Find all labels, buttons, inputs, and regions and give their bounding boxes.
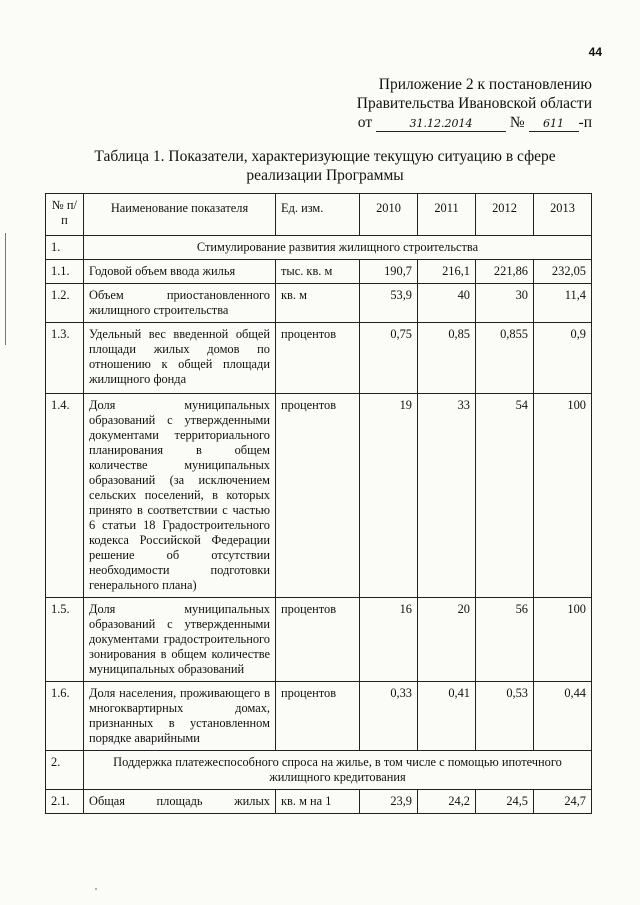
scan-speck [95, 888, 97, 890]
row-name: Объем приостановленного жилищного строительства [84, 284, 276, 323]
row-value-2010: 190,7 [360, 260, 418, 284]
table-row [46, 598, 592, 682]
margin-line [5, 233, 6, 345]
row-value-2011: 24,2 [418, 790, 476, 814]
row-value-2012: 30 [476, 284, 534, 323]
row-value-2013: 100 [534, 394, 592, 598]
row-no: 1.1. [46, 260, 84, 284]
row-value-2011: 0,85 [418, 323, 476, 394]
row-value-2010: 23,9 [360, 790, 418, 814]
row-value-2010: 0,33 [360, 682, 418, 751]
indicators-table [45, 193, 592, 814]
table-row [46, 323, 592, 394]
section-1-no: 1. [46, 236, 84, 260]
row-name: Доля населения, проживающего в многоквартирных домах, признанных в установленном порядке аварийными [84, 682, 276, 751]
row-unit: тыс. кв. м [276, 260, 360, 284]
section-row-2 [46, 751, 592, 790]
row-value-2012: 54 [476, 394, 534, 598]
row-value-2013: 232,05 [534, 260, 592, 284]
row-unit: процентов [276, 323, 360, 394]
appendix-line-2: Правительства Ивановской области [356, 95, 592, 112]
header-name: Наименование показателя [84, 194, 276, 236]
handwritten-number: 611 [529, 117, 579, 132]
resolution-date-number-row [357, 113, 592, 132]
table-row [46, 682, 592, 751]
row-unit: процентов [276, 598, 360, 682]
page-number: 44 [588, 45, 602, 59]
row-no: 1.2. [46, 284, 84, 323]
row-value-2012: 0,855 [476, 323, 534, 394]
row-no: 1.3. [46, 323, 84, 394]
row-no: 2.1. [46, 790, 84, 814]
row-value-2010: 0,75 [360, 323, 418, 394]
header-unit: Ед. изм. [276, 194, 360, 236]
row-value-2011: 20 [418, 598, 476, 682]
handwritten-date: 31.12.2014 [376, 117, 506, 132]
header-no: № п/п [46, 194, 84, 236]
row-unit: процентов [276, 682, 360, 751]
header-2013: 2013 [534, 194, 592, 236]
row-unit: кв. м [276, 284, 360, 323]
row-value-2012: 24,5 [476, 790, 534, 814]
table-row [46, 284, 592, 323]
row-value-2012: 221,86 [476, 260, 534, 284]
row-value-2011: 33 [418, 394, 476, 598]
section-1-title: Стимулирование развития жилищного строительства [84, 236, 592, 260]
row-value-2013: 0,9 [534, 323, 592, 394]
row-value-2013: 0,44 [534, 682, 592, 751]
row-value-2012: 56 [476, 598, 534, 682]
row-name: Общая площадь жилых [84, 790, 276, 814]
row-value-2012: 0,53 [476, 682, 534, 751]
header-2011: 2011 [418, 194, 476, 236]
row-value-2011: 0,41 [418, 682, 476, 751]
row-no: 1.6. [46, 682, 84, 751]
table-row [46, 790, 592, 814]
row-value-2010: 53,9 [360, 284, 418, 323]
row-name: Удельный вес введенной общей площади жилых домов по отношению к общей площади жилищного фонда [84, 323, 276, 394]
row-unit: процентов [276, 394, 360, 598]
row-value-2013: 100 [534, 598, 592, 682]
row-no: 1.5. [46, 598, 84, 682]
appendix-line-1: Приложение 2 к постановлению [378, 76, 592, 93]
row-name: Доля муниципальных образований с утвержденными документами территориального планирования в общем количестве муниципальных образований (за исключением сельских поселений, в которых принято в соответствии с частью 6 статьи 18 Градостроительного кодекса Российской Федерации решение об отсутствии необходимости подготовки генерального плана) [84, 394, 276, 598]
row-unit: кв. м на 1 [276, 790, 360, 814]
header-2012: 2012 [476, 194, 534, 236]
section-2-no: 2. [46, 751, 84, 790]
row-value-2011: 40 [418, 284, 476, 323]
table-header-row [46, 194, 592, 236]
section-2-title: Поддержка платежеспособного спроса на жилье, в том числе с помощью ипотечного жилищного кредитования [84, 751, 592, 790]
table-title: Таблица 1. Показатели, характеризующие текущую ситуацию в сфере реализации Программы [94, 148, 556, 184]
row-name: Годовой объем ввода жилья [84, 260, 276, 284]
table-row [46, 394, 592, 598]
table-row [46, 260, 592, 284]
number-sign: № [509, 114, 525, 131]
appendix-header [357, 75, 592, 132]
row-value-2013: 11,4 [534, 284, 592, 323]
header-2010: 2010 [360, 194, 418, 236]
row-value-2013: 24,7 [534, 790, 592, 814]
row-value-2010: 16 [360, 598, 418, 682]
number-suffix: -п [578, 114, 592, 131]
section-row-1 [46, 236, 592, 260]
row-name: Доля муниципальных образований с утвержденными документами градостроительного зонирования в общем количестве муниципальных образований [84, 598, 276, 682]
from-label: от [357, 114, 373, 131]
row-value-2011: 216,1 [418, 260, 476, 284]
row-no: 1.4. [46, 394, 84, 598]
row-value-2010: 19 [360, 394, 418, 598]
